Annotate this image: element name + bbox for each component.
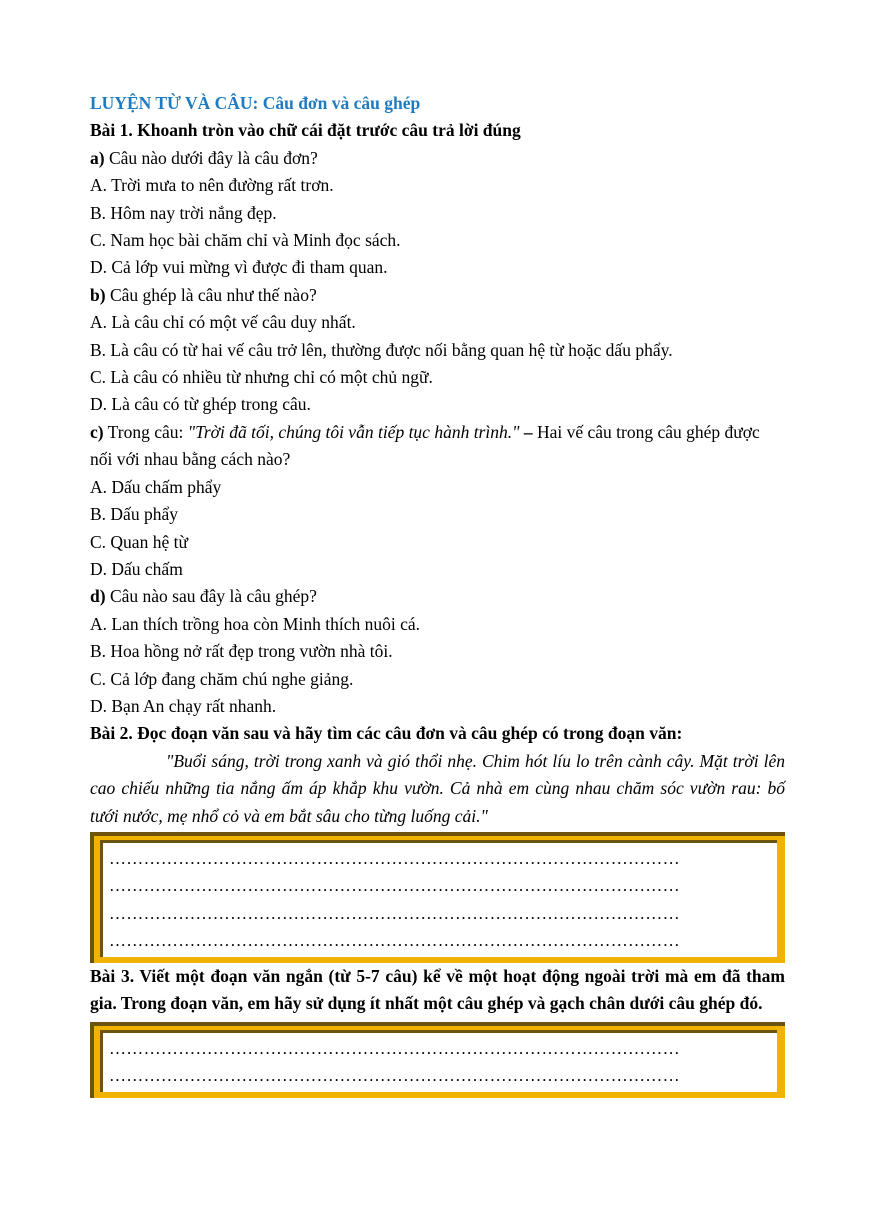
option-a-D: D. Cả lớp vui mừng vì được đi tham quan.: [90, 257, 388, 278]
question-a-text: Câu nào dưới đây là câu đơn?: [104, 147, 318, 168]
option-a-C: C. Nam học bài chăm chỉ và Minh đọc sách.: [90, 230, 401, 251]
option-a-B: B. Hôm nay trời nắng đẹp.: [90, 202, 277, 223]
answer-line: ………………………………………………………………………………………: [109, 1038, 680, 1058]
bai3-heading: Bài 3. Viết một đoạn văn ngắn (từ 5-7 câu) kể về một hoạt động ngoài trời mà em đã tham gia. Trong đoạn văn, em hãy sử dụng ít nhất một câu ghép và gạch chân dưới câu ghép đó.: [90, 965, 785, 1014]
page-title: LUYỆN TỪ VÀ CÂU: Câu đơn và câu ghép: [90, 93, 421, 113]
question-c-dash: –: [519, 421, 533, 442]
bai2-passage: "Buổi sáng, trời trong xanh và gió thổi nhẹ. Chim hót líu lo trên cành cây. Mặt trời lên cao chiếu những tia nắng ấm áp khắp khu vườn. Cả nhà em cùng nhau chăm sóc vườn rau: bố tưới nước, mẹ nhổ cỏ và em bắt sâu cho từng luống cải.": [90, 750, 785, 826]
option-c-A: A. Dấu chấm phẩy: [90, 476, 222, 497]
worksheet: [90, 90, 785, 1098]
option-b-D: D. Là câu có từ ghép trong câu.: [90, 394, 311, 415]
question-a: [90, 145, 785, 172]
question-b-text: Câu ghép là câu như thế nào?: [105, 284, 317, 305]
option-d-C: C. Cả lớp đang chăm chú nghe giảng.: [90, 668, 354, 689]
answer-line: ………………………………………………………………………………………: [109, 931, 680, 951]
option-d-D: D. Bạn An chạy rất nhanh.: [90, 695, 277, 716]
question-c-pre: Trong câu:: [103, 421, 188, 442]
question-d-text: Câu nào sau đây là câu ghép?: [105, 586, 317, 607]
question-b: [90, 282, 785, 309]
bai3-answer-area[interactable]: [100, 1030, 777, 1092]
question-b-label: b): [90, 284, 106, 305]
bai2-answer-area[interactable]: [100, 840, 777, 957]
option-c-D: D. Dấu chấm: [90, 558, 183, 579]
question-c-quote: "Trời đã tối, chúng tôi vẫn tiếp tục hành trình.": [187, 421, 520, 442]
answer-line: ………………………………………………………………………………………: [109, 903, 680, 923]
option-b-C: C. Là câu có nhiều từ nhưng chỉ có một chủ ngữ.: [90, 367, 433, 388]
option-d-B: B. Hoa hồng nở rất đẹp trong vườn nhà tôi.: [90, 641, 393, 662]
question-c-post: Hai vế câu trong câu ghép được nối với nhau bằng cách nào?: [90, 421, 760, 470]
option-c-C: C. Quan hệ từ: [90, 531, 188, 552]
question-a-label: a): [90, 147, 105, 168]
answer-line: ………………………………………………………………………………………: [109, 1066, 680, 1086]
bai3-answer-box: [90, 1022, 785, 1098]
bai2-heading: Bài 2. Đọc đoạn văn sau và hãy tìm các câu đơn và câu ghép có trong đoạn văn:: [90, 723, 683, 744]
option-a-A: A. Trời mưa to nên đường rất trơn.: [90, 175, 334, 196]
question-c-label: c): [90, 421, 104, 442]
question-d: [90, 583, 785, 610]
option-b-B: B. Là câu có từ hai vế câu trở lên, thường được nối bằng quan hệ từ hoặc dấu phẩy.: [90, 339, 673, 360]
option-d-A: A. Lan thích trồng hoa còn Minh thích nuôi cá.: [90, 613, 420, 634]
question-d-label: d): [90, 586, 106, 607]
question-c: [90, 419, 785, 474]
answer-line: ………………………………………………………………………………………: [109, 876, 680, 896]
option-c-B: B. Dấu phẩy: [90, 504, 178, 525]
option-b-A: A. Là câu chỉ có một vế câu duy nhất.: [90, 312, 356, 333]
bai1-heading: Bài 1. Khoanh tròn vào chữ cái đặt trước câu trả lời đúng: [90, 120, 521, 141]
answer-line: ………………………………………………………………………………………: [109, 848, 680, 868]
bai2-answer-box: [90, 832, 785, 963]
